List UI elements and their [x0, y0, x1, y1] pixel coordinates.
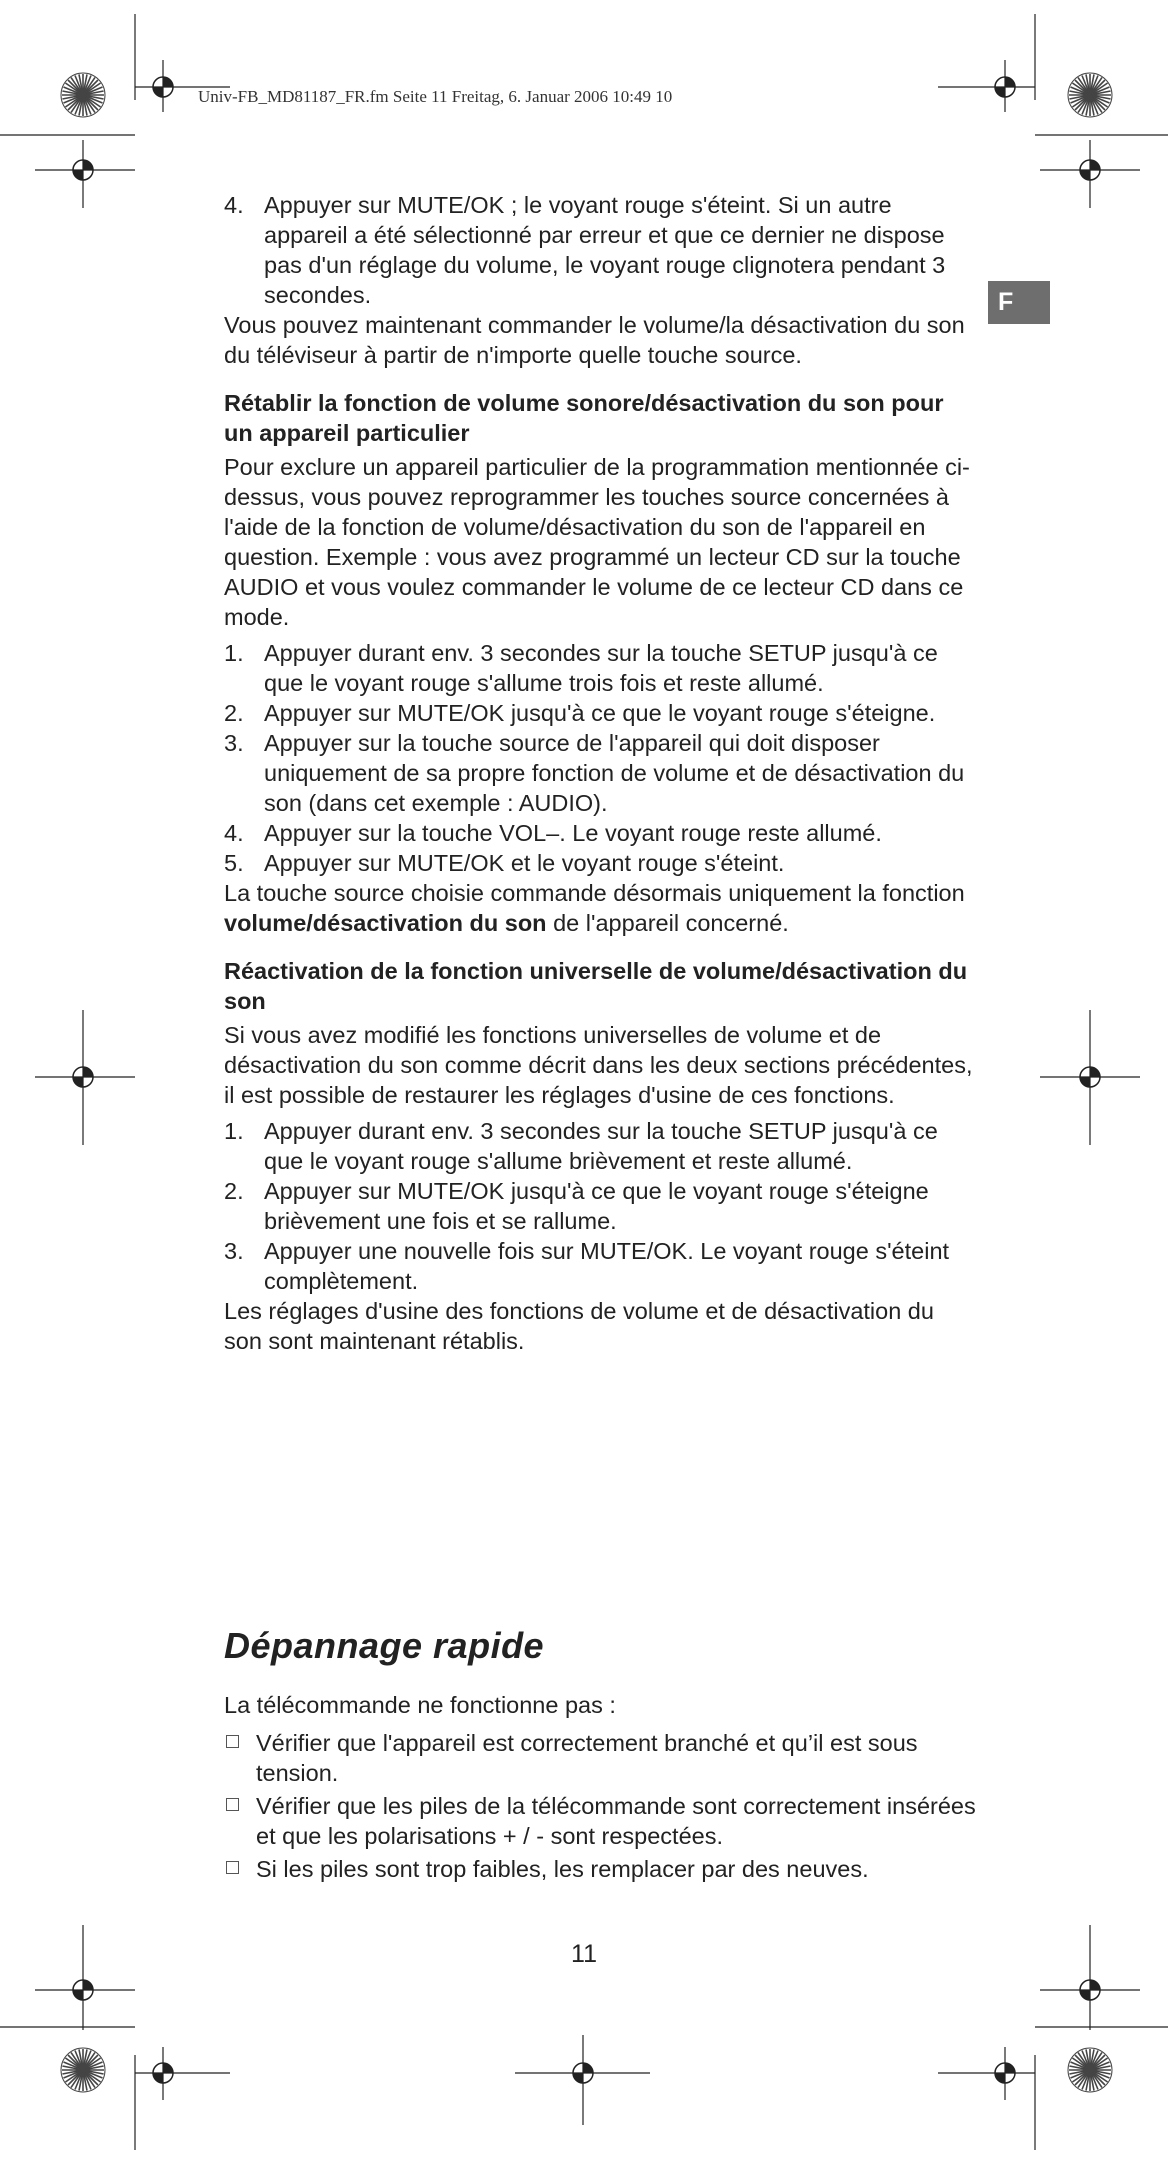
list-item	[224, 728, 974, 818]
continued-step-list	[224, 190, 974, 310]
step-number: 5.	[224, 850, 244, 876]
step-number: 4.	[224, 820, 244, 846]
paragraph: Les réglages d'usine des fonctions de volume et de désactivation du son sont maintenant rétablis.	[224, 1298, 934, 1354]
step-number: 3.	[224, 1238, 244, 1264]
bold-text: volume/désactivation du son	[224, 910, 547, 936]
checklist-text: Vérifier que l'appareil est correctement branché et qu’il est sous tension.	[256, 1730, 918, 1786]
checkbox-square-icon	[226, 1861, 239, 1874]
section-heading-reactivate: Réactivation de la fonction universelle de volume/désactivation du son	[224, 958, 968, 1014]
list-item	[224, 698, 974, 728]
checklist-text: Si les piles sont trop faibles, les remplacer par des neuves.	[256, 1856, 869, 1882]
step-text: Appuyer durant env. 3 secondes sur la touche SETUP jusqu'à ce que le voyant rouge s'allume trois fois et reste allumé.	[264, 640, 938, 696]
main-content	[224, 190, 974, 1356]
paragraph: Vous pouvez maintenant commander le volume/la désactivation du son du téléviseur à partir de n'importe quelle touche source.	[224, 312, 965, 368]
section-heading-restore-device: Rétablir la fonction de volume sonore/désactivation du son pour un appareil particulier	[224, 390, 944, 446]
checklist	[224, 1728, 984, 1887]
step-text: Appuyer sur la touche source de l'appareil qui doit disposer uniquement de sa propre fonction de volume et de désactivation du son (dans cet exemple : AUDIO).	[264, 730, 965, 816]
step-text: Appuyer durant env. 3 secondes sur la touche SETUP jusqu'à ce que le voyant rouge s'allume brièvement et reste allumé.	[264, 1118, 938, 1174]
step-number: 2.	[224, 700, 244, 726]
text-run: de l'appareil concerné.	[546, 910, 789, 936]
checklist-text: Vérifier que les piles de la télécommande sont correctement insérées et que les polarisations + / - sont respectées.	[256, 1793, 976, 1849]
paragraph: Pour exclure un appareil particulier de la programmation mentionnée ci-dessus, vous pouvez reprogrammer les touches source concernées à l'aide de la fonction de volume/désactivation du son de l'appareil en question. Exemple : vous avez programmé un lecteur CD sur la touche AUDIO et vous voulez commander le volume de ce lecteur CD dans ce mode.	[224, 454, 970, 630]
checklist-item	[224, 1728, 984, 1788]
list-item	[224, 818, 974, 848]
page-number: 11	[571, 1940, 597, 1968]
language-tab: F	[988, 281, 1050, 324]
step-text: Appuyer sur MUTE/OK et le voyant rouge s'éteint.	[264, 850, 785, 876]
checkbox-square-icon	[226, 1735, 239, 1748]
step-text: Appuyer sur MUTE/OK ; le voyant rouge s'éteint. Si un autre appareil a été sélectionné par erreur et que ce dernier ne dispose pas d'un réglage du volume, le voyant rouge clignotera pendant 3 secondes.	[264, 192, 946, 308]
text-run: La touche source choisie commande désormais uniquement la fonction	[224, 880, 965, 906]
troubleshooting-title: Dépannage rapide	[224, 1625, 545, 1666]
step-text: Appuyer sur MUTE/OK jusqu'à ce que le voyant rouge s'éteigne.	[264, 700, 936, 726]
file-info-header: Univ-FB_MD81187_FR.fm Seite 11 Freitag, 6. Januar 2006 10:49 10	[198, 87, 673, 106]
step-number: 2.	[224, 1178, 244, 1204]
step-number: 1.	[224, 1118, 244, 1144]
step-list	[224, 638, 974, 878]
checklist-item	[224, 1854, 984, 1884]
step-text: Appuyer sur la touche VOL–. Le voyant rouge reste allumé.	[264, 820, 882, 846]
step-list	[224, 1116, 974, 1296]
list-item	[224, 190, 974, 310]
list-item	[224, 638, 974, 698]
checklist-item	[224, 1791, 984, 1851]
checkbox-square-icon	[226, 1798, 239, 1811]
list-item	[224, 848, 974, 878]
list-item	[224, 1116, 974, 1176]
step-text: Appuyer sur MUTE/OK jusqu'à ce que le voyant rouge s'éteigne brièvement une fois et se rallume.	[264, 1178, 929, 1234]
paragraph: Si vous avez modifié les fonctions universelles de volume et de désactivation du son comme décrit dans les deux sections précédentes, il est possible de restaurer les réglages d'usine de ces fonctions.	[224, 1022, 973, 1108]
step-text: Appuyer une nouvelle fois sur MUTE/OK. Le voyant rouge s'éteint complètement.	[264, 1238, 950, 1294]
list-item	[224, 1176, 974, 1236]
step-number: 1.	[224, 640, 244, 666]
step-number: 3.	[224, 730, 244, 756]
step-number: 4.	[224, 192, 244, 218]
troubleshooting-intro: La télécommande ne fonctionne pas :	[224, 1692, 616, 1718]
paragraph	[224, 878, 974, 938]
list-item	[224, 1236, 974, 1296]
